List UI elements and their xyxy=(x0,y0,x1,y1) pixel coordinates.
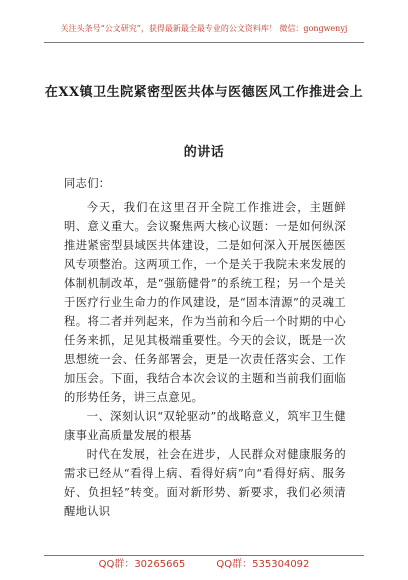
paragraph-intro: 今天，我们在这里召开全院工作推进会，主题鲜明、意义重大。会议聚焦两大核心议题：一是如何纵深推进紧密型县域医共体建设，二是如何深入开展医德医风专项整治。这两项工作，一个是关于我院未来发展的体制机制改革，是“强筋健骨”的系统工程；另一个是关于医疗行业生命力的作风建设，是“固本清源”的灵魂工程。将二者并列起来，作为当前和今后一个时期的中心任务来抓，足见其极端重要性。今天的会议，既是一次思想统一会、任务部署会，更是一次责任落实会、工作加压会。下面，我结合本次会议的主题和当前我们面临的形势任务，讲三点意见。 xyxy=(64,201,346,404)
section-heading-1: 一、深刻认识“双轮驱动”的战略意义，筑牢卫生健康事业高质量发展的根基 xyxy=(64,410,346,442)
greeting: 同志们： xyxy=(64,177,111,190)
footer-qq-group-2: QQ群：535304092 xyxy=(216,559,310,570)
page-footer xyxy=(44,555,364,574)
document-body xyxy=(64,174,346,521)
page-header xyxy=(44,18,364,43)
header-notice: 关注头条号“公文研究”，获得最新最全最专业的公文资料库！ 微信：gongwenyj xyxy=(60,24,348,33)
footer-qq-group-1: QQ群：30265665 xyxy=(98,559,186,570)
paragraph-body: 时代在发展，社会在进步，人民群众对健康服务的需求已经从“看得上病、看得好病”向“看得好病、服务好、负担轻”转变。面对新形势、新要求，我们必须清醒地认识 xyxy=(64,448,346,518)
document-title: 在XX镇卫生院紧密型医共体与医德医风工作推进会上的讲话 xyxy=(44,85,364,160)
